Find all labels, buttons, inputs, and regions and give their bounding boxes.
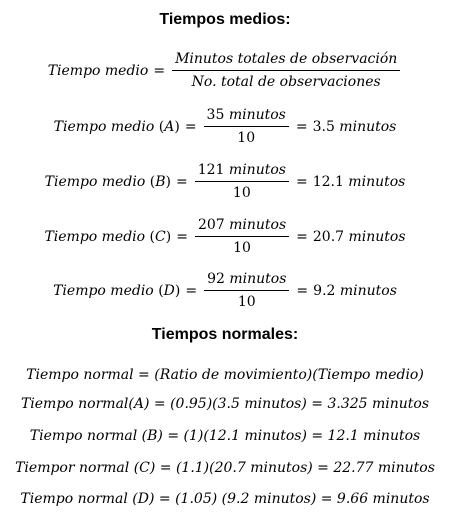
row-numerator: 35 minutos [204,106,289,127]
row-lhs: Tiempo medio (A) [53,118,180,135]
row-denominator: 10 [237,130,256,146]
equation-row-c [0,216,450,257]
row-result-equals: = [296,228,308,245]
normal-line-b: Tiempo normal (B) = (1)(12.1 minutos) = 12.1 minutos [29,428,421,444]
formula-tiempo-medio [0,50,450,91]
formula-equals: = [153,62,166,79]
row-fraction [195,216,289,257]
formula-fraction [172,50,400,91]
formula-denominator: No. total de observaciones [191,74,381,90]
row-result-equals: = [295,118,308,135]
row-result: 9.2 minutos [313,282,397,299]
row-fraction [195,161,289,202]
normal-line-c: Tiempor normal (C) = (1.1)(20.7 minutos) = 22.77 minutos [15,460,435,476]
row-result: 3.5 minutos [312,118,397,135]
normal-line-a: Tiempo normal(A) = (0.95)(3.5 minutos) = 3.325 minutos [20,396,430,412]
row-equals: = [176,173,188,190]
row-lhs: Tiempo medio (D) [53,282,181,299]
row-fraction [204,270,289,311]
formula-numerator: Minutos totales de observación [172,50,400,71]
row-fraction [204,106,289,147]
formula-lhs: Tiempo medio [47,62,149,79]
section-title-tiempos-medios: Tiempos medios: [159,11,291,28]
row-result-equals: = [295,173,308,190]
row-denominator: 10 [233,240,251,256]
row-equals: = [184,118,197,135]
row-result: 12.1 minutos [312,173,406,190]
equation-row-a [0,106,450,147]
equation-row-d [0,270,450,311]
row-numerator: 92 minutos [204,270,289,291]
row-equals: = [185,282,198,299]
row-numerator: 121 minutos [195,161,289,182]
normal-line-d: Tiempo normal (D) = (1.05) (9.2 minutos) = 9.66 minutos [20,491,430,507]
row-lhs: Tiempo medio (B) [44,173,171,190]
row-numerator: 207 minutos [195,216,289,237]
formula-tiempo-normal: Tiempo normal = (Ratio de movimiento)(Tiempo medio) [26,367,424,383]
row-lhs: Tiempo medio (C) [44,228,172,245]
row-result: 20.7 minutos [312,228,406,245]
section-title-tiempos-normales: Tiempos normales: [151,326,299,343]
row-denominator: 10 [232,185,251,201]
row-result-equals: = [296,282,309,299]
row-denominator: 10 [237,294,256,310]
row-equals: = [176,228,188,245]
equation-row-b [0,161,450,202]
